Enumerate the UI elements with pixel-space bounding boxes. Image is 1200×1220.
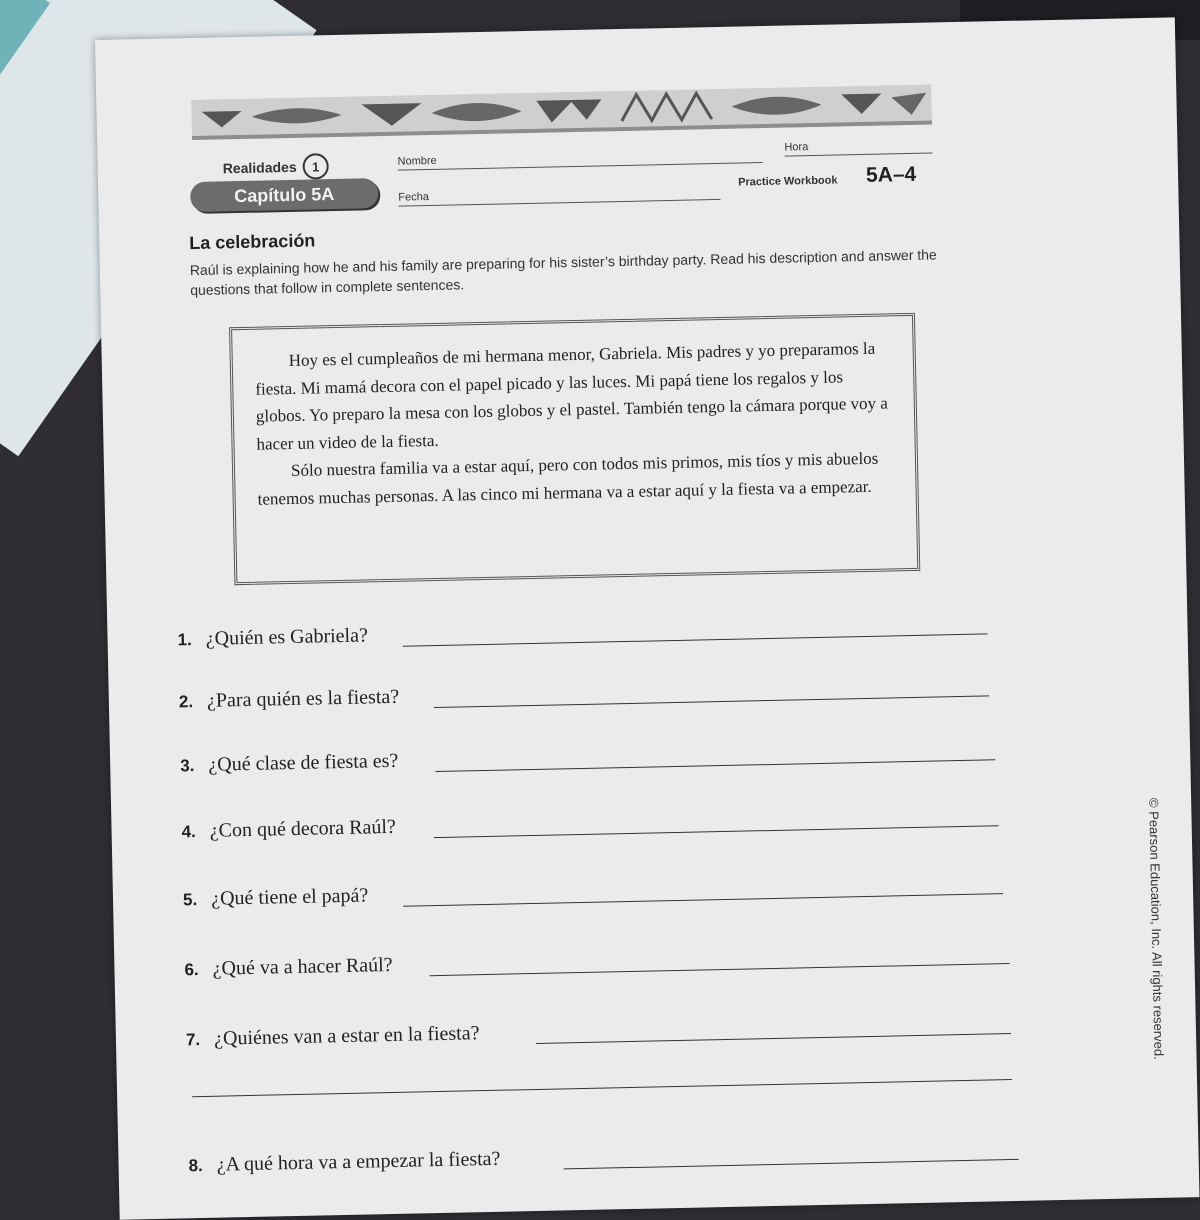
question-3: 3. ¿Qué clase de fiesta es? bbox=[180, 749, 399, 776]
copyright-notice: © Pearson Education, Inc. All rights reserved. bbox=[1146, 797, 1167, 1060]
name-field[interactable] bbox=[398, 162, 763, 171]
answer-line-1[interactable] bbox=[403, 633, 988, 646]
answer-line-7b[interactable] bbox=[192, 1079, 1012, 1097]
answer-line-6[interactable] bbox=[430, 963, 1010, 976]
reading-passage bbox=[229, 313, 920, 585]
passage-paragraph: Hoy es el cumpleaños de mi hermana menor, Gabriela. Mis padres y yo preparamos la fiesta. Mi mamá decora con el papel picado y las luces. Mi papá tiene los regalos y los globos. Yo preparo la mesa con los globos y el pastel. También tengo la cámara porque voy a hacer un video de la fiesta. bbox=[255, 338, 889, 454]
answer-line-2[interactable] bbox=[434, 695, 989, 708]
question-2: 2. ¿Para quién es la fiesta? bbox=[178, 685, 400, 712]
passage-paragraph: Sólo nuestra familia va a estar aquí, pero con todos mis primos, mis tíos y mis abuelos tenemos muchas personas. A las cinco mi hermana va a estar aquí y la fiesta va a empezar. bbox=[257, 448, 879, 509]
question-5: 5. ¿Qué tiene el papá? bbox=[182, 884, 369, 910]
series-level-badge: 1 bbox=[302, 153, 329, 180]
hour-label: Hora bbox=[784, 141, 809, 154]
name-label: Nombre bbox=[397, 154, 437, 168]
question-6: 6. ¿Qué va a hacer Raúl? bbox=[184, 953, 393, 980]
workbook-label: Practice Workbook bbox=[738, 174, 838, 189]
activity-title: La celebración bbox=[189, 230, 316, 254]
date-field[interactable] bbox=[399, 199, 721, 207]
decorative-banner bbox=[191, 84, 932, 139]
date-label: Fecha bbox=[398, 191, 430, 204]
answer-line-7[interactable] bbox=[536, 1033, 1011, 1044]
answer-line-4[interactable] bbox=[434, 825, 999, 838]
workbook-page-number: 5A–4 bbox=[865, 162, 917, 187]
series-name: Realidades bbox=[222, 158, 297, 177]
answer-line-3[interactable] bbox=[435, 759, 995, 772]
worksheet-page bbox=[95, 17, 1199, 1219]
activity-instructions: Raúl is explaining how he and his family are preparing for his sister’s birthday party. Read his description and answer the questions that follow in complete sentences. bbox=[189, 246, 937, 299]
chapter-badge: Capítulo 5A bbox=[190, 178, 379, 212]
question-1: 1. ¿Quién es Gabriela? bbox=[177, 624, 369, 650]
question-7: 7. ¿Quiénes van a estar en la fiesta? bbox=[185, 1022, 480, 1050]
question-8: 8. ¿A qué hora va a empezar la fiesta? bbox=[188, 1147, 501, 1176]
question-4: 4. ¿Con qué decora Raúl? bbox=[181, 815, 397, 842]
answer-line-8[interactable] bbox=[564, 1159, 1019, 1170]
series-label bbox=[222, 153, 328, 181]
answer-line-5[interactable] bbox=[403, 893, 1003, 907]
